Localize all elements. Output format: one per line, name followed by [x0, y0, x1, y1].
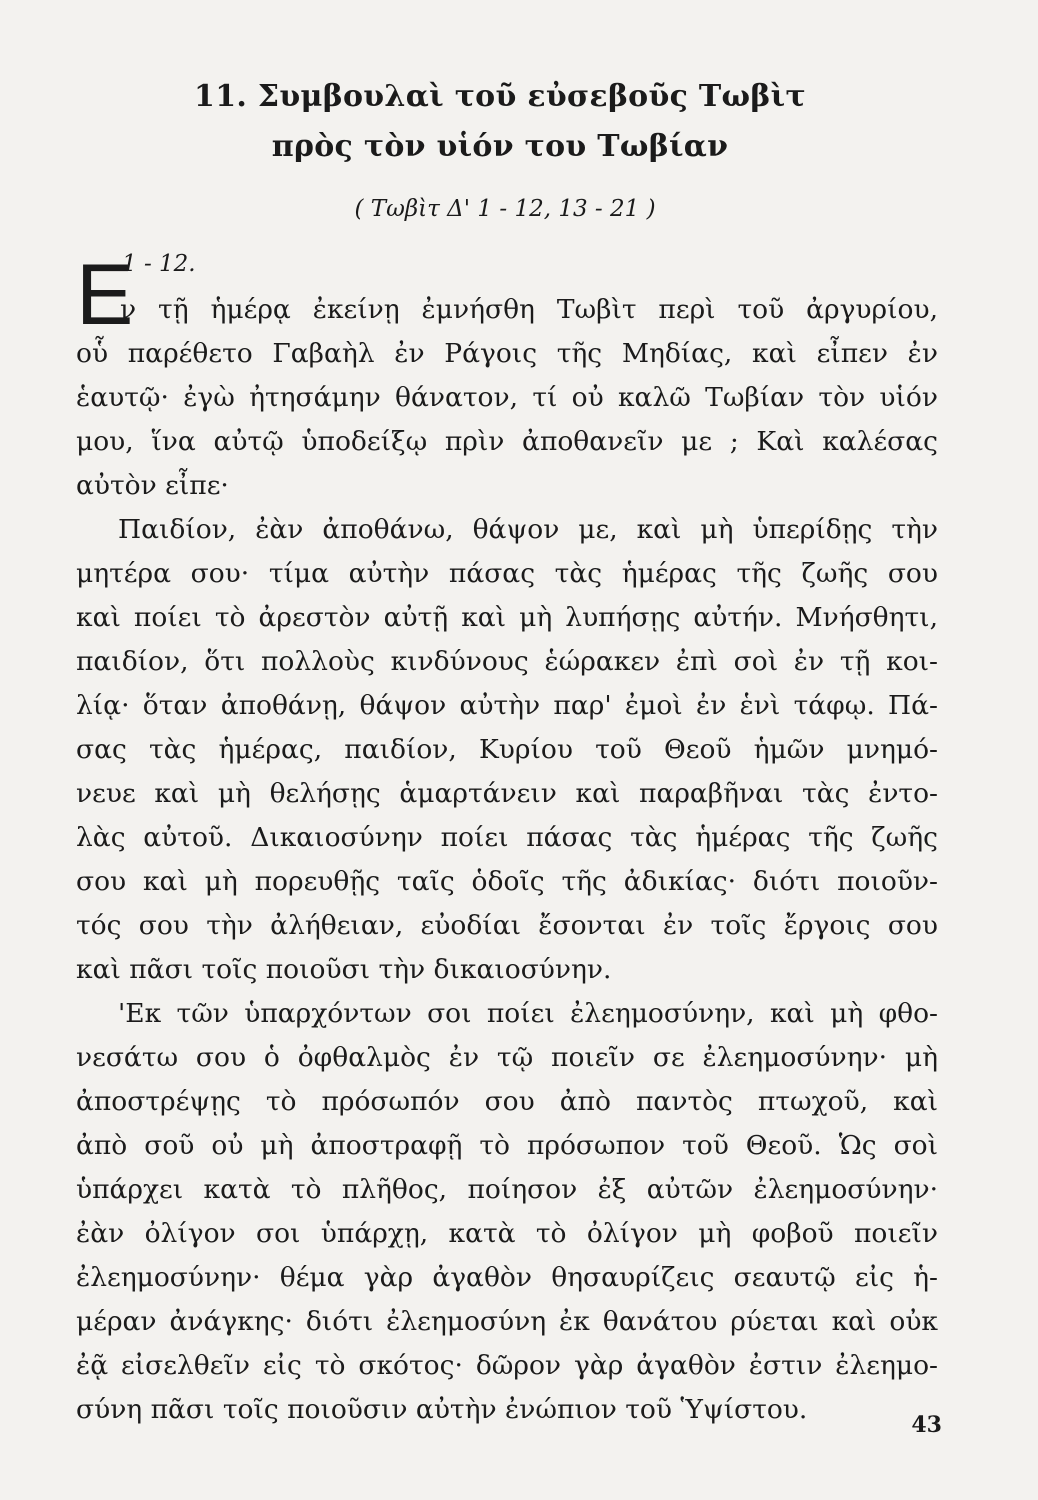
text-line: ἐὰν ὀλίγον σοι ὑπάρχῃ, κατὰ τὸ ὀλίγον μὴ φοβοῦ ποιεῖν — [76, 1218, 938, 1249]
page-number: 43 — [911, 1412, 942, 1438]
text-line: ἑαυτῷ· ἐγὼ ἠτησάμην θάνατον, τί οὐ καλῶ Τωβίαν τὸν υἱόν — [76, 382, 938, 413]
text-line: νεσάτω σου ὁ ὀφθαλμὸς ἐν τῷ ποιεῖν σε ἐλεημοσύνην· μὴ — [76, 1042, 938, 1073]
drop-cap: Ε — [76, 247, 134, 343]
text-line: ἀποστρέψῃς τὸ πρόσωπόν σου ἀπὸ παντὸς πτωχοῦ, καὶ — [76, 1086, 938, 1117]
text-line: καὶ ποίει τὸ ἀρεστὸν αὐτῇ καὶ μὴ λυπήσῃς αὐτήν. Μνήσθητι, — [76, 602, 938, 633]
chapter-title: 11. Συμβουλαὶ τοῦ εὐσεβοῦς Τωβὶτ — [194, 79, 806, 114]
text-line: ἐλεημοσύνην· θέμα γὰρ ἀγαθὸν θησαυρίζεις σεαυτῷ εἰς ἡ- — [76, 1262, 938, 1293]
text-line: 'Εκ τῶν ὑπαρχόντων σοι ποίει ἐλεημοσύνην, καὶ μὴ φθο- — [118, 998, 938, 1029]
text-line: μου, ἵνα αὐτῷ ὑποδείξῳ πρὶν ἀποθανεῖν με ; Καὶ καλέσας — [76, 426, 938, 457]
text-line: αὐτὸν εἶπε· — [76, 470, 229, 501]
text-line: μητέρα σου· τίμα αὐτὴν πάσας τὰς ἡμέρας τῆς ζωῆς σου — [76, 558, 938, 589]
text-line: ὑπάρχει κατὰ τὸ πλῆθος, ποίησον ἐξ αὐτῶν ἐλεημοσύνην· — [76, 1174, 938, 1205]
text-line: λὰς αὐτοῦ. Δικαιοσύνην ποίει πάσας τὰς ἡμέρας τῆς ζωῆς — [76, 822, 938, 853]
chapter-subtitle: πρὸς τὸν υἱόν του Τωβίαν — [271, 129, 729, 164]
text-line: ἐᾷ εἰσελθεῖν εἰς τὸ σκότος· δῶρον γὰρ ἀγαθὸν ἐστιν ἐλεημο- — [76, 1350, 938, 1381]
text-line: νευε καὶ μὴ θελήσῃς ἁμαρτάνειν καὶ παραβῆναι τὰς ἐντο- — [76, 778, 938, 809]
text-line: παιδίον, ὅτι πολλοὺς κινδύνους ἑώρακεν ἐπὶ σοὶ ἐν τῇ κοι- — [76, 646, 938, 677]
verse-range: 1 - 12. — [122, 251, 196, 277]
text-line: ν τῇ ἡμέρᾳ ἐκείνῃ ἐμνήσθη Τωβὶτ περὶ τοῦ ἀργυρίου, — [120, 294, 938, 325]
text-line: σου καὶ μὴ πορευθῇς ταῖς ὁδοῖς τῆς ἀδικίας· διότι ποιοῦν- — [76, 866, 938, 897]
text-line: μέραν ἀνάγκης· διότι ἐλεημοσύνη ἐκ θανάτου ρύεται καὶ οὐκ — [76, 1306, 938, 1337]
text-line: Παιδίον, ἐὰν ἀποθάνω, θάψον με, καὶ μὴ ὑπερίδῃς τὴν — [118, 514, 938, 545]
text-line: σύνη πᾶσι τοῖς ποιοῦσιν αὐτὴν ἐνώπιον τοῦ Ὑψίστου. — [76, 1394, 808, 1425]
text-line: οὗ παρέθετο Γαβαὴλ ἐν Ράγοις τῆς Μηδίας, καὶ εἶπεν ἐν — [76, 338, 938, 369]
text-line: σας τὰς ἡμέρας, παιδίον, Κυρίου τοῦ Θεοῦ ἡμῶν μνημό- — [76, 734, 938, 765]
text-line: τός σου τὴν ἀλήθειαν, εὐοδίαι ἔσονται ἐν τοῖς ἔργοις σου — [76, 910, 938, 941]
text-line: ἀπὸ σοῦ οὐ μὴ ἀποστραφῇ τὸ πρόσωπον τοῦ Θεοῦ. Ὡς σοὶ — [76, 1130, 938, 1161]
scripture-reference: ( Τωβὶτ Δ' 1 - 12, 13 - 21 ) — [354, 196, 656, 222]
text-line: λίᾳ· ὅταν ἀποθάνῃ, θάψον αὐτὴν παρ' ἐμοὶ ἐν ἑνὶ τάφῳ. Πά- — [76, 690, 938, 721]
text-line: καὶ πᾶσι τοῖς ποιοῦσι τὴν δικαιοσύνην. — [76, 954, 612, 985]
